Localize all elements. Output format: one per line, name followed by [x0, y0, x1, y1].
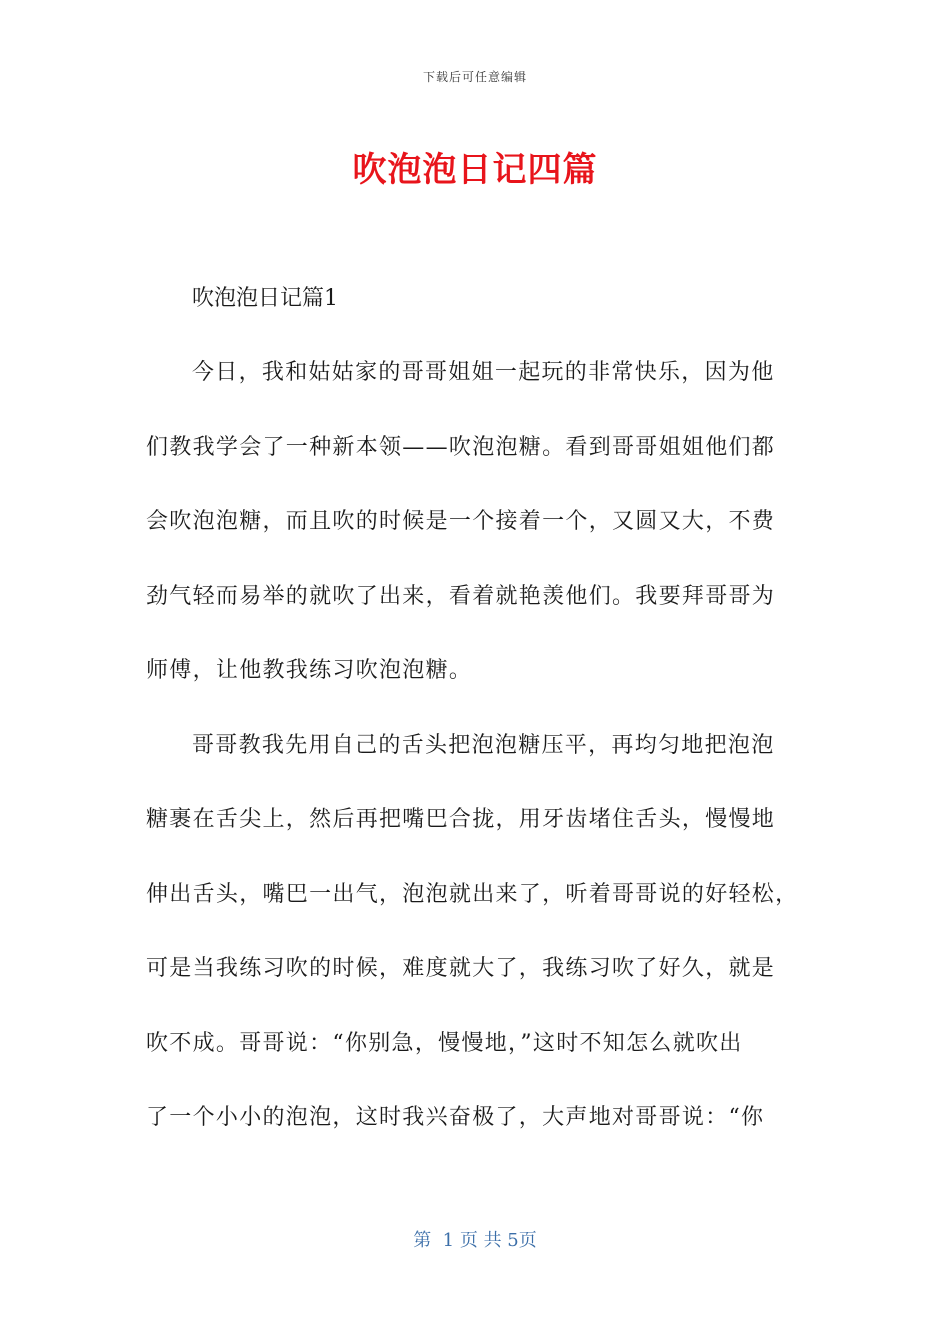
- section-heading: 吹泡泡日记篇1: [192, 286, 338, 311]
- body-text: [146, 262, 808, 1156]
- paragraph-line: 劲气轻而易举的就吹了出来，看着就艳羡他们。我要拜哥哥为: [146, 583, 776, 609]
- paragraph-1: [146, 336, 808, 709]
- paragraph-line: 伸出舌头，嘴巴一出气，泡泡就出来了，听着哥哥说的好轻松，: [146, 881, 799, 907]
- paragraph-line: 可是当我练习吹的时候，难度就大了，我练习吹了好久，就是: [146, 956, 776, 981]
- paragraph-line: 今日，我和姑姑家的哥哥姐姐一起玩的非常快乐，因为他: [192, 360, 775, 385]
- paragraph-2: [146, 709, 808, 1156]
- paragraph-line: 了一个小小的泡泡，这时我兴奋极了，大声地对哥哥说：“你: [146, 1105, 765, 1130]
- paragraph-line: 哥哥教我先用自己的舌头把泡泡糖压平，再均匀地把泡泡: [192, 732, 775, 758]
- header-note: 下载后可任意编辑: [422, 70, 527, 84]
- page-footer: 第 1 页 共 5页: [413, 1230, 537, 1251]
- paragraph-line: 吹不成。哥哥说：“你别急，慢慢地，”这时不知怎么就吹出: [146, 1030, 743, 1056]
- paragraph-line: 会吹泡泡糖，而且吹的时候是一个接着一个，又圆又大，不费: [146, 509, 776, 534]
- paragraph-line: 师傅，让他教我练习吹泡泡糖。: [146, 658, 473, 683]
- paragraph-line: 糖裹在舌尖上，然后再把嘴巴合拢，用牙齿堵住舌头，慢慢地: [146, 807, 776, 832]
- paragraph-line: 们教我学会了一种新本领——吹泡泡糖。看到哥哥姐姐他们都: [146, 434, 776, 460]
- document-title: 吹泡泡日记四篇: [352, 150, 598, 190]
